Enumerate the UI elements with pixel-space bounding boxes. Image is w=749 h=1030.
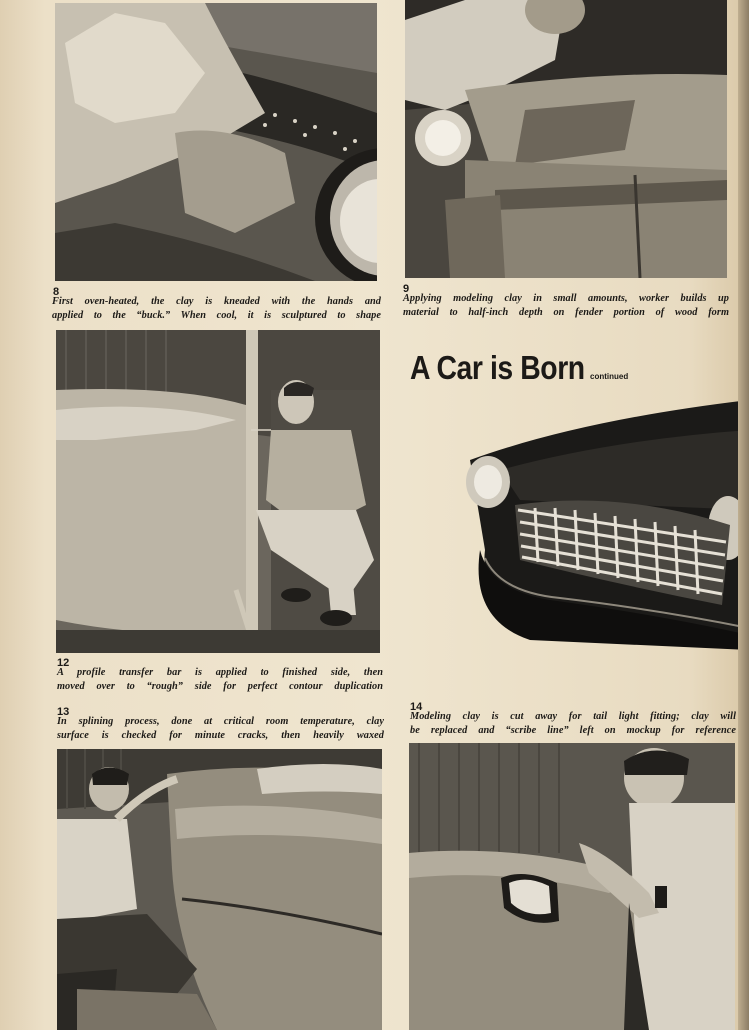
caption-13-number: 13 <box>57 706 70 718</box>
caption-12-text <box>57 666 383 694</box>
caption-14-line-1: Modeling clay is cut away for tail light fitting; clay will <box>410 711 736 722</box>
caption-13-line-1: In splining process, done at critical room temperature, clay <box>57 716 384 727</box>
photo-14-tail-light-fitting <box>409 743 735 1030</box>
photo-8-clay-kneading <box>55 3 377 281</box>
caption-9-line-1: Applying modeling clay in small amounts, worker builds up <box>403 293 729 304</box>
caption-9-text <box>403 292 729 320</box>
caption-8-line-2: applied to the “buck.” When cool, it is sculptured to shape <box>52 310 381 321</box>
caption-12-line-2: moved over to “rough” side for perfect contour duplication <box>57 681 383 692</box>
photo-9-applying-clay <box>405 0 727 278</box>
caption-9-number: 9 <box>403 283 410 295</box>
photo-12-profile-transfer-bar <box>56 330 380 653</box>
caption-8-line-1: First oven-heated, the clay is kneaded with the hands and <box>52 296 381 307</box>
page-headline: A Car is Born <box>410 349 585 386</box>
caption-14-text <box>410 710 736 738</box>
caption-9-line-2: material to half-inch depth on fender portion of wood form <box>403 307 729 318</box>
caption-8-number: 8 <box>53 286 60 298</box>
caption-14-line-2: be replaced and “scribe line” left on mockup for reference <box>410 725 736 736</box>
caption-14-number: 14 <box>410 701 423 713</box>
caption-12-line-1: A profile transfer bar is applied to finished side, then <box>57 667 383 678</box>
caption-13-line-2: surface is checked for minute cracks, then heavily waxed <box>57 730 384 741</box>
caption-8-text <box>52 295 381 323</box>
caption-13-text <box>57 715 384 743</box>
photo-13-splining-process <box>57 749 382 1030</box>
caption-12-number: 12 <box>57 657 70 669</box>
car-front-image <box>460 400 749 650</box>
page-spine-edge <box>738 0 749 1030</box>
headline-continued: continued <box>590 372 629 381</box>
